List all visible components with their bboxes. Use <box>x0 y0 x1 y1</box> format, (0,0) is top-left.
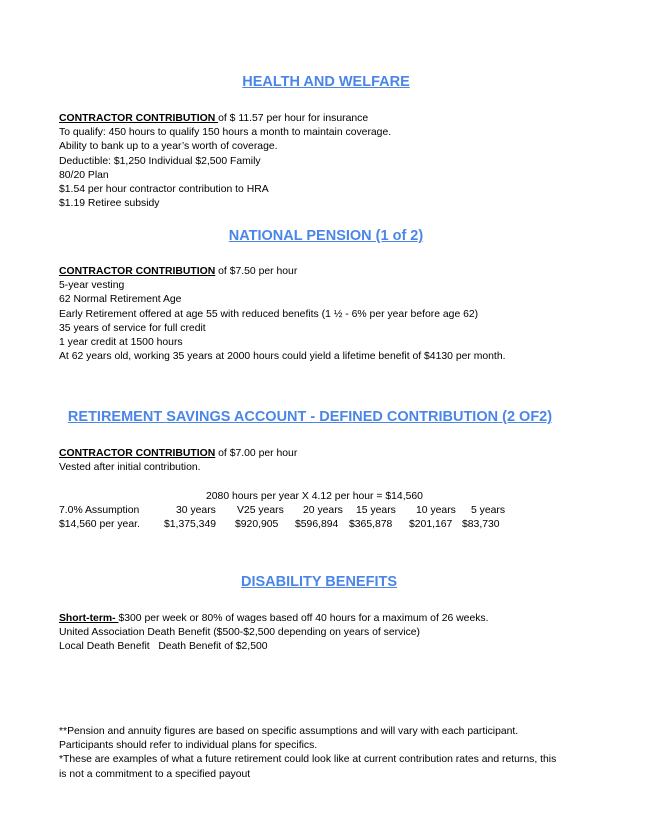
row-cell: $920,905 <box>235 519 279 530</box>
retirement-line: Vested after initial contribution. <box>59 462 201 474</box>
short-term-line <box>59 612 619 626</box>
footnotes <box>59 725 619 782</box>
retirement-row-values <box>0 518 652 532</box>
row-cell: $596,894 <box>295 519 339 530</box>
short-term-label: Short-term- <box>59 613 119 624</box>
health-line: Deductible: $1,250 Individual $2,500 Family <box>59 155 261 167</box>
row-cell: $83,730 <box>462 519 500 530</box>
health-line: $1.19 Retiree subsidy <box>59 198 160 210</box>
pension-line: 35 years of service for full credit <box>59 322 206 334</box>
health-line: To qualify: 450 hours to qualify 150 hours a month to maintain coverage. <box>59 127 392 139</box>
health-contribution-line <box>59 112 619 126</box>
pension-contribution-line <box>59 265 619 279</box>
footnote-line: Participants should refer to individual plans for specifics. <box>59 740 318 752</box>
row-cell: $201,167 <box>409 519 453 530</box>
footnote-line: is not a commitment to a specified payout <box>59 768 251 780</box>
row-cell: V25 years <box>237 505 284 516</box>
row-cell: 15 years <box>356 505 396 516</box>
disability-heading: DISABILITY BENEFITS <box>240 574 398 590</box>
pension-line: 1 year credit at 1500 hours <box>59 337 183 349</box>
row-cell: $365,878 <box>349 519 393 530</box>
row-cell: 7.0% Assumption <box>59 505 140 516</box>
pension-heading: NATIONAL PENSION (1 of 2) <box>228 228 424 244</box>
pension-contribution-text: of $7.50 per hour <box>215 266 298 277</box>
row-cell: 30 years <box>176 505 216 516</box>
row-cell: $14,560 per year. <box>59 519 140 530</box>
pension-contribution-label: CONTRACTOR CONTRIBUTION <box>59 266 216 277</box>
pension-line: At 62 years old, working 35 years at 2000 hours could yield a lifetime benefit of $4130 per month. <box>59 351 506 363</box>
health-line: 80/20 Plan <box>59 169 109 181</box>
retirement-row-years <box>0 504 652 518</box>
row-cell: 20 years <box>303 505 343 516</box>
retirement-heading: RETIREMENT SAVINGS ACCOUNT - DEFINED CONTRIBUTION (2 OF2) <box>67 409 553 425</box>
retirement-contribution-text: of $7.00 per hour <box>215 448 298 459</box>
health-contribution-label: CONTRACTOR CONTRIBUTION <box>59 113 219 124</box>
retirement-calc-title: 2080 hours per year X 4.12 per hour = $14,560 <box>206 491 423 502</box>
pension-line: 5-year vesting <box>59 280 125 292</box>
pension-line: 62 Normal Retirement Age <box>59 294 182 306</box>
row-cell: $1,375,349 <box>164 519 217 530</box>
footnote-line: *These are examples of what a future retirement could look like at current contribution rates and returns, this <box>59 754 557 766</box>
retirement-contribution-line <box>59 447 619 461</box>
pension-section <box>59 265 619 364</box>
footnote-line: **Pension and annuity figures are based on specific assumptions and will vary with each participant. <box>59 726 519 737</box>
retirement-section <box>59 447 619 475</box>
disability-section <box>59 612 619 655</box>
short-term-text: $300 per week or 80% of wages based off 40 hours for a maximum of 26 weeks. <box>118 613 489 624</box>
disability-line: Local Death Benefit Death Benefit of $2,500 <box>59 641 268 653</box>
health-line: $1.54 per hour contractor contribution to HRA <box>59 184 269 196</box>
row-cell: 10 years <box>416 505 456 516</box>
disability-line: United Association Death Benefit ($500-$2,500 depending on years of service) <box>59 627 421 639</box>
health-contribution-text: of $ 11.57 per hour for insurance <box>218 113 369 124</box>
health-line: Ability to bank up to a year’s worth of coverage. <box>59 141 278 153</box>
health-section <box>59 112 619 211</box>
pension-line: Early Retirement offered at age 55 with reduced benefits (1 ½ - 6% per year before age 62) <box>59 308 479 320</box>
health-heading: HEALTH AND WELFARE <box>242 74 410 90</box>
row-cell: 5 years <box>471 505 506 516</box>
retirement-contribution-label: CONTRACTOR CONTRIBUTION <box>59 448 216 459</box>
